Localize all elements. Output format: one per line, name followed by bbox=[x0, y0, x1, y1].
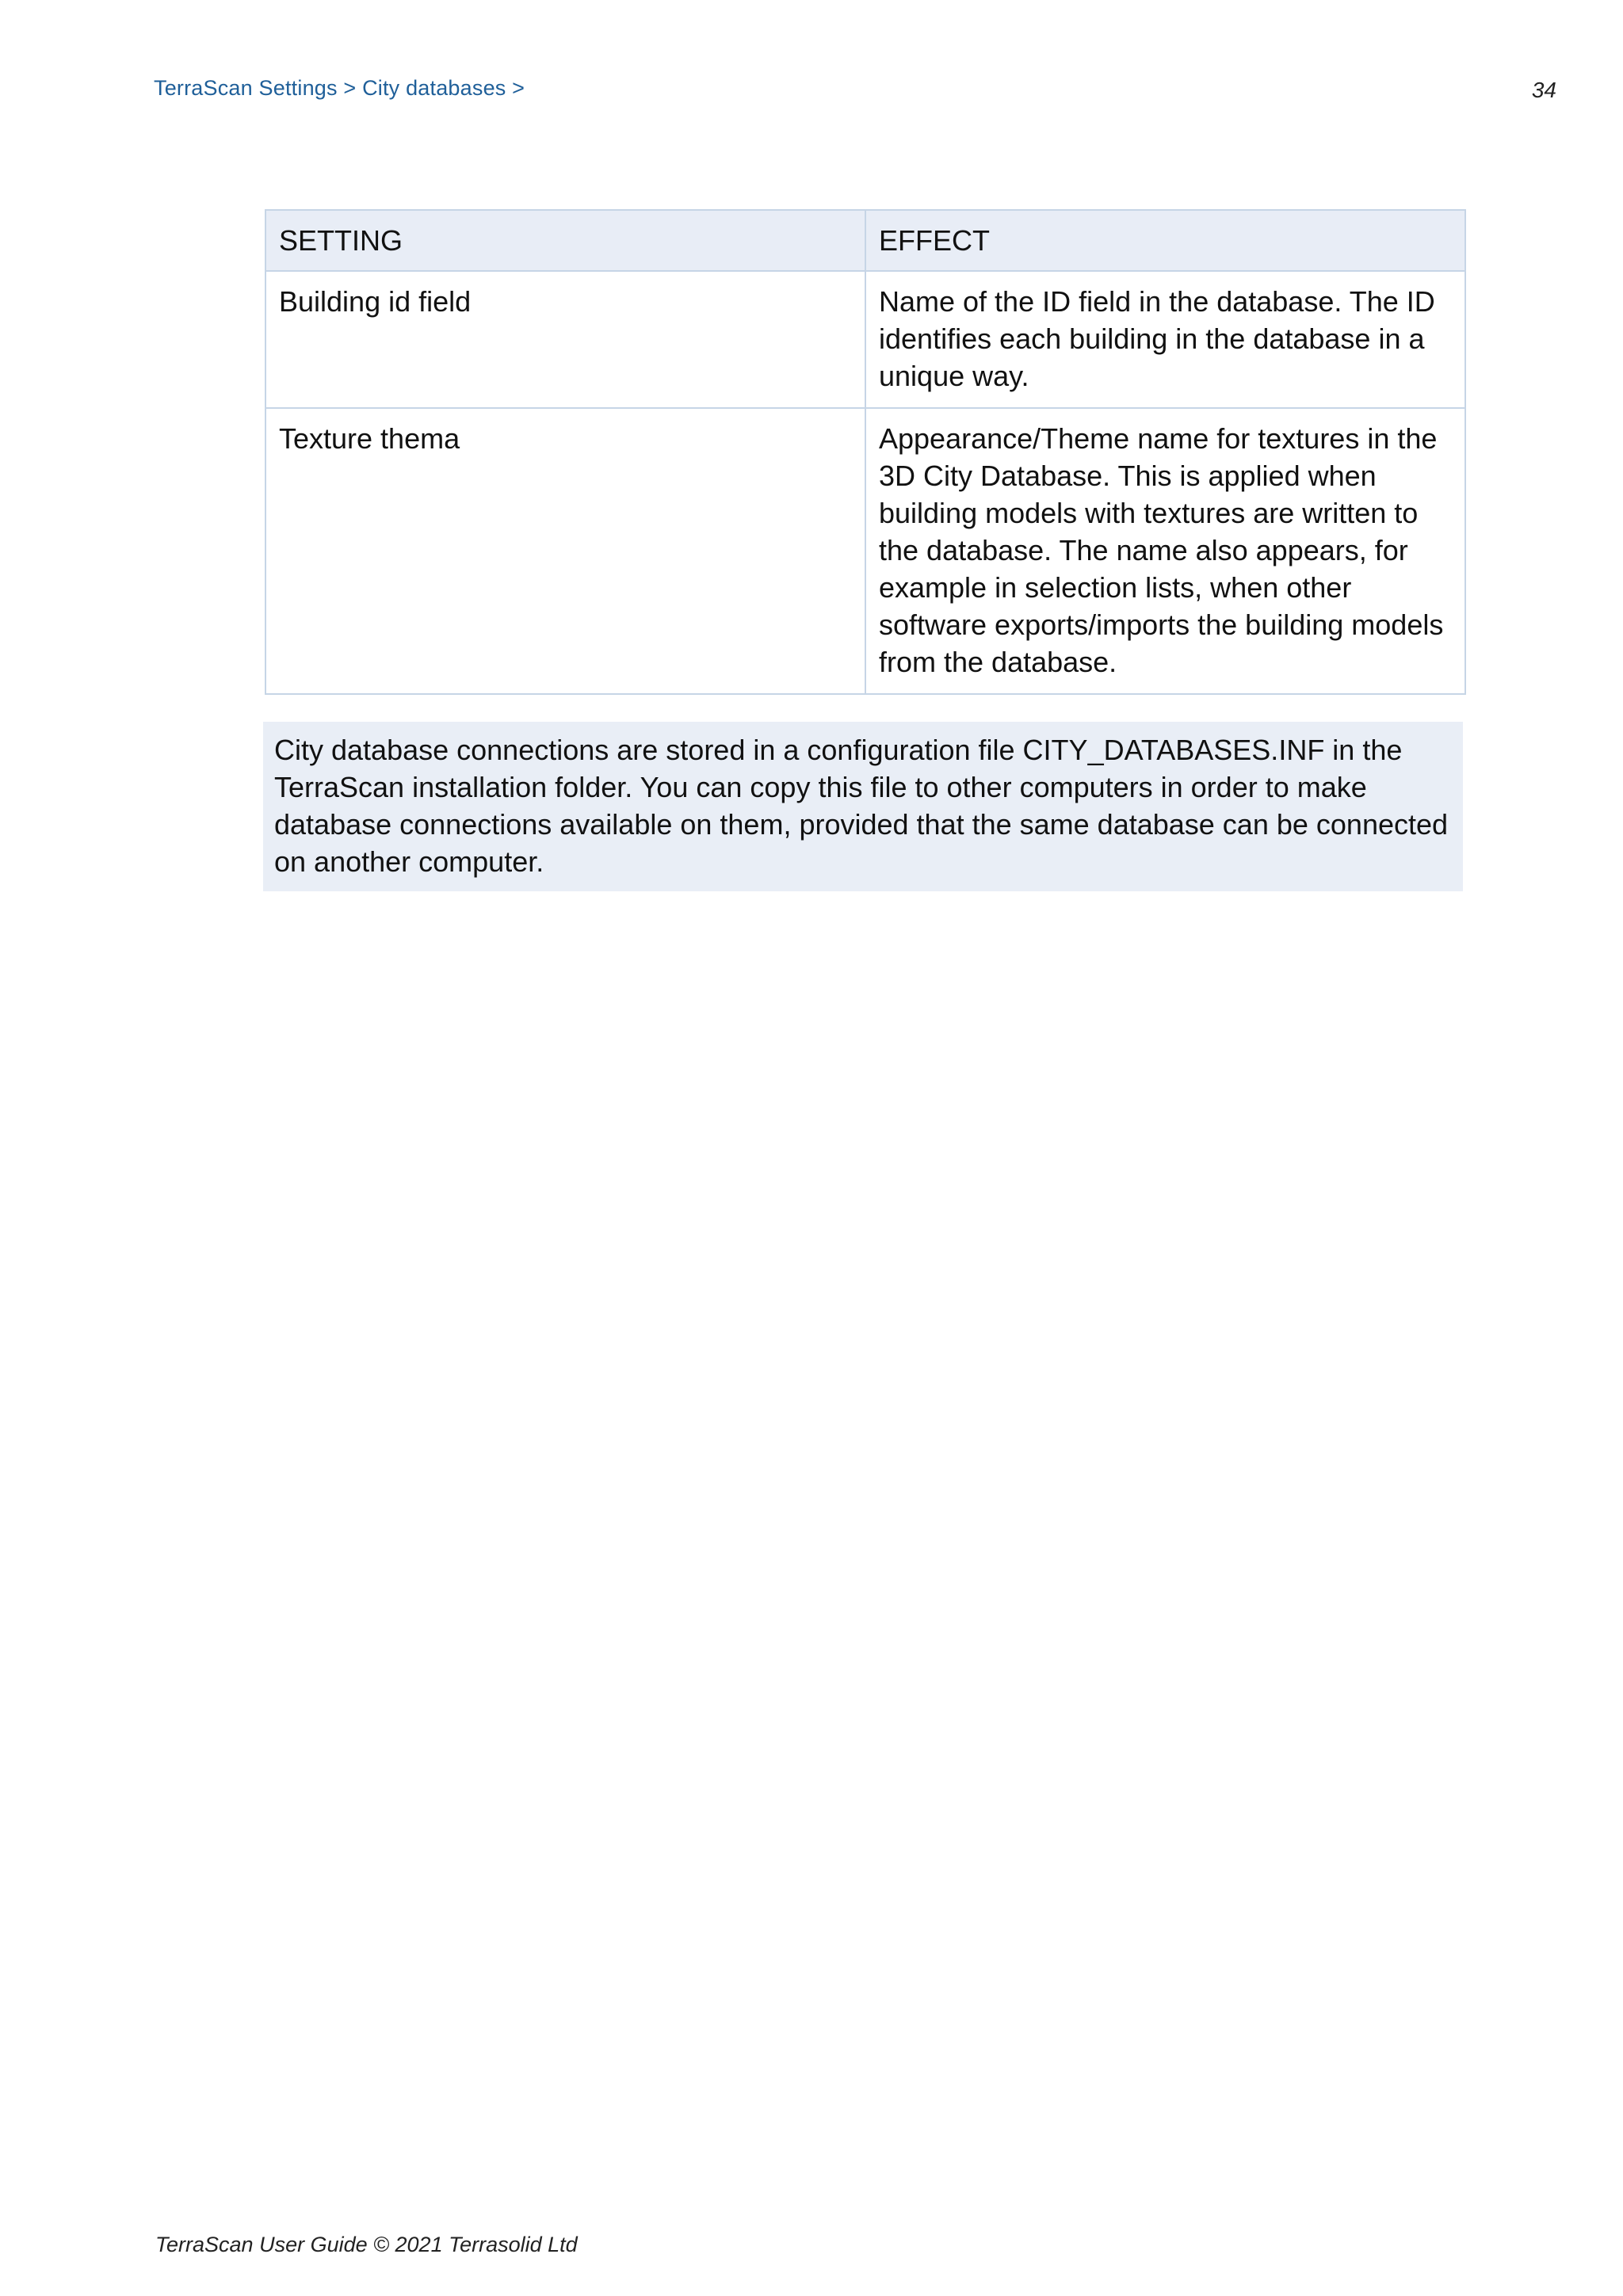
effect-cell: Name of the ID field in the database. The ID identifies each building in the database in a unique way. bbox=[865, 271, 1465, 408]
column-header-setting: SETTING bbox=[265, 210, 865, 271]
settings-table bbox=[265, 209, 1466, 695]
table-row bbox=[265, 271, 1465, 408]
column-header-effect: EFFECT bbox=[865, 210, 1465, 271]
table-header-row bbox=[265, 210, 1465, 271]
table-row bbox=[265, 408, 1465, 694]
breadcrumb: TerraScan Settings > City databases > bbox=[154, 76, 525, 100]
page-footer: TerraScan User Guide © 2021 Terrasolid Ltd bbox=[155, 2233, 578, 2256]
effect-cell: Appearance/Theme name for textures in the 3D City Database. This is applied when building models with textures are written to the database. The name also appears, for example in selection lists, when other software exports/imports the building models from the database. bbox=[865, 408, 1465, 694]
note-box: City database connections are stored in a configuration file CITY_DATABASES.INF in the TerraScan installation folder. You can copy this file to other computers in order to make database connections available on them, provided that the same database can be connected on another computer. bbox=[263, 722, 1463, 891]
setting-cell: Texture thema bbox=[265, 408, 865, 694]
page-number: 34 bbox=[1531, 78, 1556, 102]
setting-cell: Building id field bbox=[265, 271, 865, 408]
